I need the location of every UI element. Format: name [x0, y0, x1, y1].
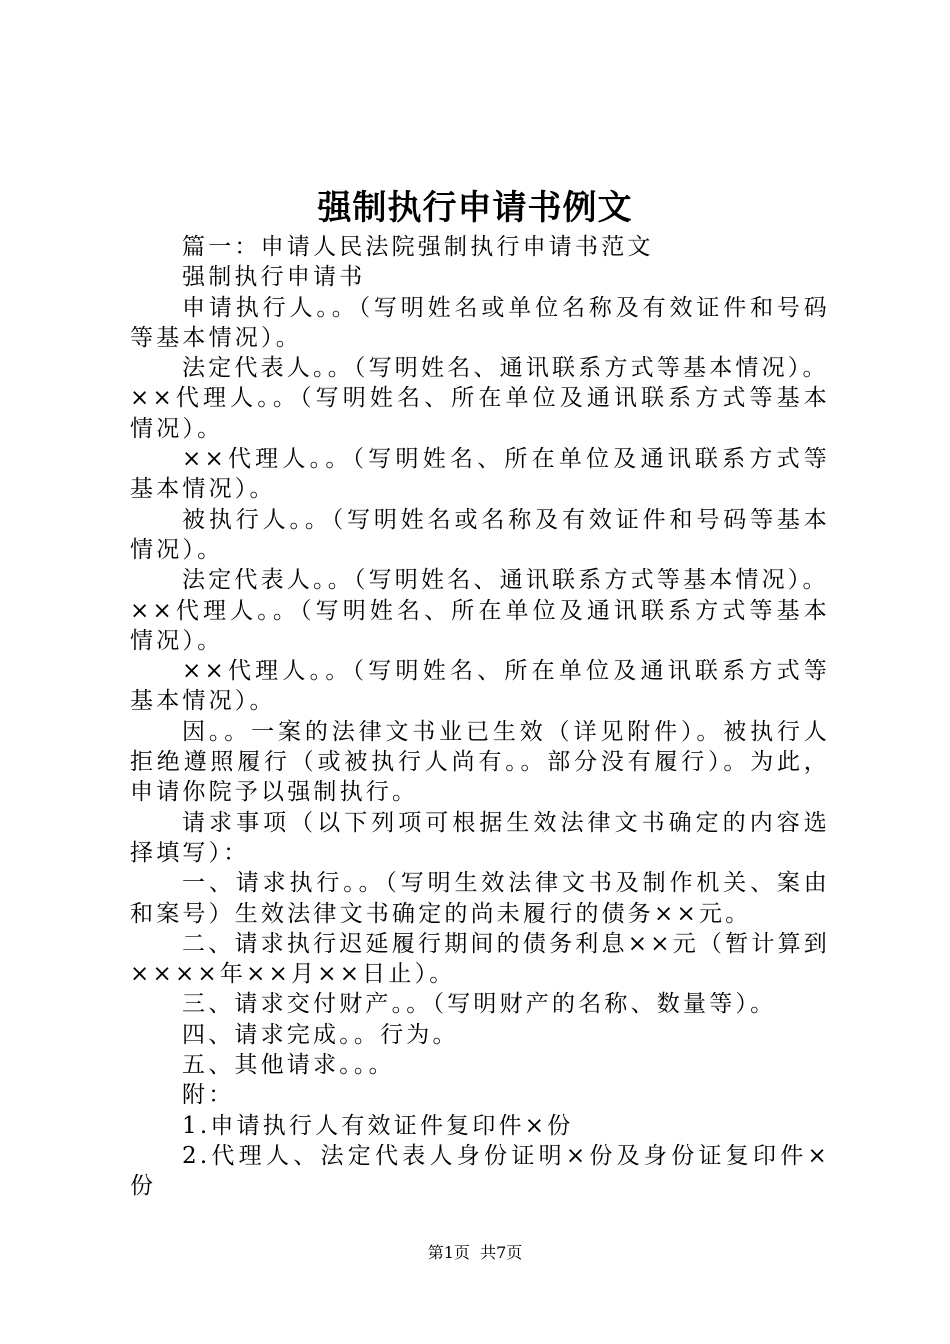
- document-body: [130, 232, 830, 1202]
- paragraph: 法定代表人。。（写明姓名、通讯联系方式等基本情况）。: [182, 355, 829, 382]
- paragraph: ××代理人。。（写明姓名、所在单位及通讯联系方式等基本情况）。: [130, 597, 830, 654]
- paragraph: ××代理人。。（写明姓名、所在单位及通讯联系方式等基本情况）。: [130, 446, 830, 503]
- paragraph: 被执行人。。（写明姓名或名称及有效证件和号码等基本情况）。: [130, 506, 830, 563]
- paragraph: 一、请求执行。。（写明生效法律文书及制作机关、案由和案号）生效法律文书确定的尚未履行的债务××元。: [130, 870, 830, 927]
- paragraph: 篇一：申请人民法院强制执行申请书范文: [182, 234, 654, 260]
- page-footer: [0, 1241, 950, 1265]
- paragraph: ××代理人。。（写明姓名、所在单位及通讯联系方式等基本情况）。: [130, 658, 830, 715]
- paragraph: 四、请求完成。。行为。: [182, 1021, 459, 1048]
- paragraph: 请求事项（以下列项可根据生效法律文书确定的内容选择填写）：: [130, 809, 830, 866]
- paragraph: 1.申请执行人有效证件复印件×份: [182, 1112, 574, 1139]
- paragraph: 附：: [182, 1082, 235, 1109]
- paragraph: 五、其他请求。。。: [182, 1052, 395, 1079]
- page-total: 共7页: [480, 1243, 523, 1262]
- paragraph: 强制执行申请书: [182, 264, 366, 291]
- page-number: 第1页: [427, 1243, 470, 1262]
- paragraph: 2.代理人、法定代表人身份证明×份及身份证复印件×份: [130, 1142, 830, 1200]
- paragraph: 三、请求交付财产。。（写明财产的名称、数量等）。: [182, 991, 777, 1018]
- paragraph: 法定代表人。。（写明姓名、通讯联系方式等基本情况）。: [182, 567, 829, 594]
- paragraph: 二、请求执行迟延履行期间的债务利息××元（暂计算到××××年××月××日止）。: [130, 930, 830, 988]
- paragraph: 申请执行人。。（写明姓名或单位名称及有效证件和号码等基本情况）。: [130, 294, 830, 351]
- paragraph: ××代理人。。（写明姓名、所在单位及通讯联系方式等基本情况）。: [130, 385, 830, 442]
- document-title: 强制执行申请书例文: [317, 188, 633, 228]
- paragraph: 因。。一案的法律文书业已生效（详见附件）。被执行人拒绝遵照履行（或被执行人尚有。。部分没有履行）。为此，申请你院予以强制执行。: [130, 718, 830, 806]
